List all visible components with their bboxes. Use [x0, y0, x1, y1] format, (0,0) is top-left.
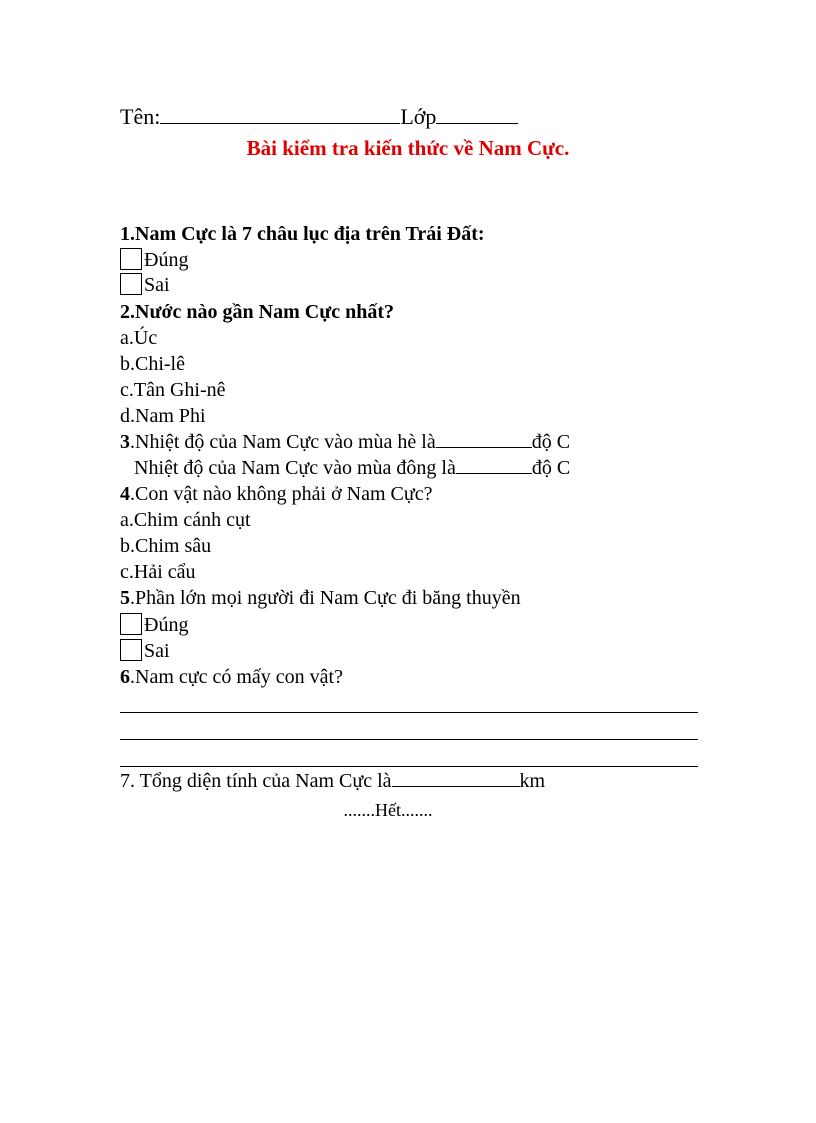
- q3-summer-unit: độ C: [531, 431, 571, 453]
- q1-question: 1.Nam Cực là 7 châu lục địa trên Trái Đất:: [120, 223, 485, 245]
- q5-option-true[interactable]: [120, 612, 188, 638]
- q3-number: 3: [120, 431, 130, 453]
- q1-true-checkbox[interactable]: [120, 248, 142, 270]
- q2-option-b[interactable]: b.Chi-lê: [120, 353, 185, 375]
- q1-option-false[interactable]: [120, 272, 170, 298]
- header-line: [120, 104, 518, 130]
- q7-unit: km: [519, 770, 546, 792]
- q6-number: 6: [120, 666, 130, 688]
- q2-option-a[interactable]: a.Úc: [120, 327, 158, 349]
- q7-line: [120, 768, 545, 794]
- q5-true-label: Đúng: [144, 614, 189, 636]
- q3-winter-unit: độ C: [531, 457, 571, 479]
- q5-false-label: Sai: [144, 640, 170, 662]
- q5-number: 5: [120, 587, 130, 609]
- q2-option-c[interactable]: c.Tân Ghi-nê: [120, 379, 226, 401]
- q7-field[interactable]: [392, 768, 520, 787]
- q1-option-true[interactable]: [120, 247, 188, 273]
- q6-answer-line-3[interactable]: [120, 766, 698, 767]
- q5-true-checkbox[interactable]: [120, 613, 142, 635]
- q3-summer-field[interactable]: [436, 429, 532, 448]
- q4-option-b[interactable]: b.Chim sâu: [120, 535, 212, 557]
- name-field[interactable]: [160, 105, 400, 124]
- q1-true-label: Đúng: [144, 249, 189, 271]
- q6-question: [120, 664, 343, 690]
- q3-winter-field[interactable]: [456, 455, 532, 474]
- q3-line-winter: [134, 455, 570, 481]
- q4-option-a[interactable]: a.Chim cánh cụt: [120, 509, 251, 531]
- q3-winter-text: Nhiệt độ của Nam Cực vào mùa đông là: [134, 457, 456, 479]
- q2-option-d[interactable]: d.Nam Phi: [120, 405, 206, 427]
- class-field[interactable]: [436, 105, 518, 124]
- q4-number: 4: [120, 483, 130, 505]
- name-label: Tên:: [120, 104, 161, 129]
- q2-question: 2.Nước nào gần Nam Cực nhất?: [120, 301, 394, 323]
- q6-answer-line-2[interactable]: [120, 739, 698, 740]
- q7-text: 7. Tổng diện tính của Nam Cực là: [120, 770, 392, 792]
- class-label: Lớp: [400, 104, 437, 129]
- q1-false-label: Sai: [144, 274, 170, 296]
- q4-text: .Con vật nào không phải ở Nam Cực?: [130, 483, 433, 505]
- q5-option-false[interactable]: [120, 638, 170, 664]
- q6-answer-line-1[interactable]: [120, 712, 698, 713]
- q4-option-c[interactable]: c.Hải cẩu: [120, 561, 196, 583]
- q5-false-checkbox[interactable]: [120, 639, 142, 661]
- q5-text: .Phần lớn mọi người đi Nam Cực đi băng thuyền: [130, 587, 521, 609]
- footer-end: .......Hết.......: [343, 800, 433, 820]
- q6-text: .Nam cực có mấy con vật?: [130, 666, 343, 688]
- q1-false-checkbox[interactable]: [120, 273, 142, 295]
- q4-question: [120, 481, 432, 507]
- q5-question: [120, 585, 521, 611]
- q3-line-summer: [120, 429, 570, 455]
- page-title: Bài kiểm tra kiến thức về Nam Cực.: [246, 136, 570, 160]
- q3-summer-text: .Nhiệt độ của Nam Cực vào mùa hè là: [130, 431, 436, 453]
